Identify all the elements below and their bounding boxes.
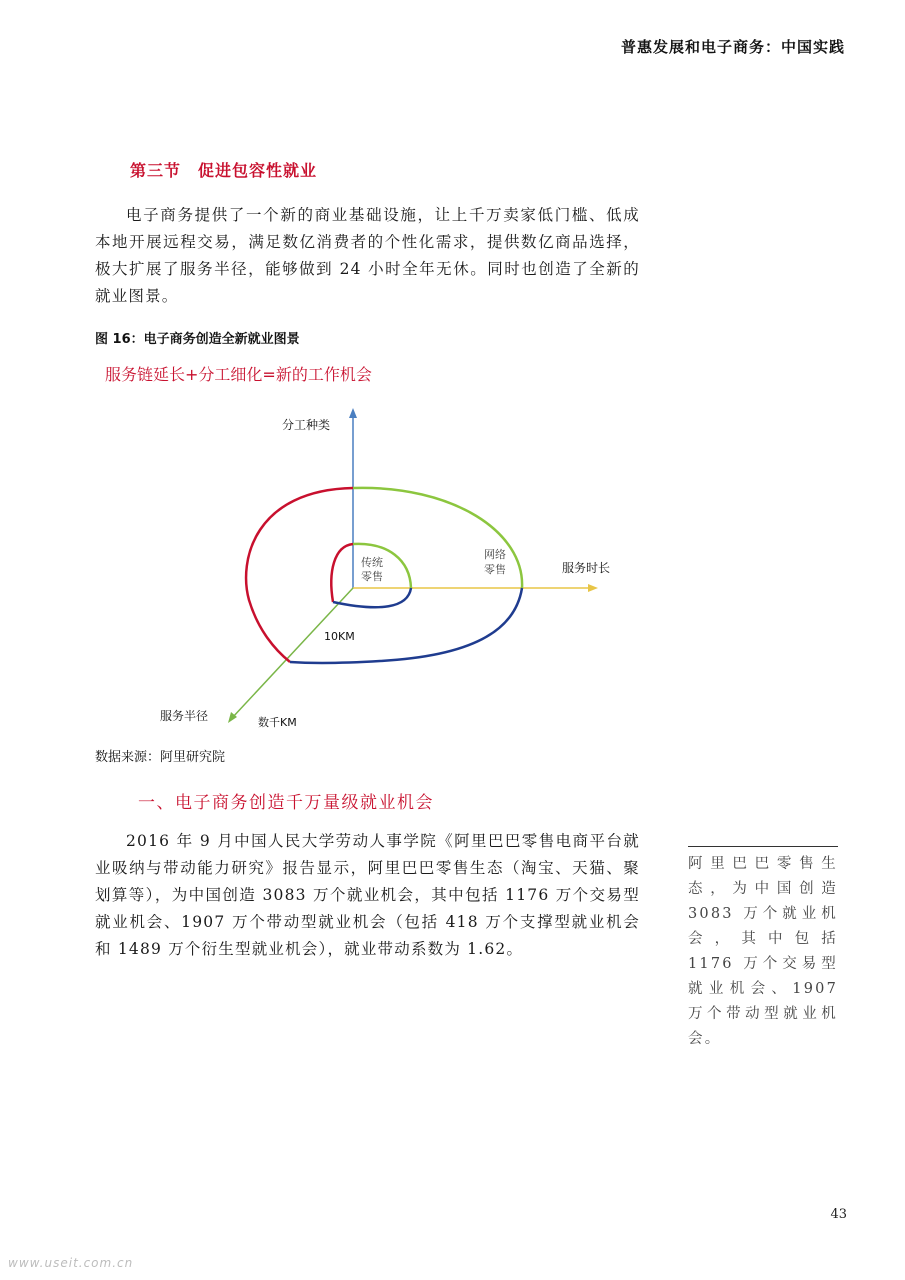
running-header-title: 普惠发展和电子商务：中国实践 <box>620 38 845 56</box>
horizontal-axis-arrow <box>588 584 598 592</box>
sidenote-text: 阿里巴巴零售生态，为中国创造 3083 万个就业机会，其中包括 1176 万个交易型就业机会、1907 万个带动型就业机会。 <box>688 856 838 1047</box>
watermark-text: www.useit.com.cn <box>8 1256 134 1270</box>
outer-scale-label: 数千KM <box>258 716 297 729</box>
outer-region-label-line2: 零售 <box>484 563 506 576</box>
page-number: 43 <box>830 1207 847 1222</box>
body-paragraph-block <box>95 828 640 963</box>
data-source-note: 数据来源：阿里研究院 <box>95 750 226 765</box>
intro-paragraph: 电子商务提供了一个新的商业基础设施，让上千万卖家低门槛、低成本地开展远程交易，满足数亿消费者的个性化需求，提供数亿商品选择，极大扩展了服务半径，能够做到 24 小时全年无休。同时也创造了全新的就业图景。 <box>95 206 640 305</box>
subsection-heading: 一、电子商务创造千万量级就业机会 <box>138 793 434 813</box>
vertical-axis-arrow <box>349 408 357 418</box>
inner-region-label-line1: 传统 <box>361 556 383 569</box>
inner-region-label-line2: 零售 <box>361 570 383 583</box>
figure-caption: 图 16：电子商务创造全新就业图景 <box>95 332 300 347</box>
section-heading: 第三节 促进包容性就业 <box>130 161 318 180</box>
axis-label-vertical: 分工种类 <box>282 418 331 432</box>
inner-scale-label: 10KM <box>324 630 355 643</box>
outer-region-label-line1: 网络 <box>484 548 506 561</box>
figure-subtitle: 服务链延长+分工细化=新的工作机会 <box>105 365 372 384</box>
sidenote-divider <box>688 846 838 847</box>
axis-label-horizontal: 服务时长 <box>562 561 611 575</box>
axis-label-diagonal: 服务半径 <box>160 709 209 723</box>
inner-red-arc <box>331 544 353 602</box>
body-paragraph: 2016 年 9 月中国人民大学劳动人事学院《阿里巴巴零售电商平台就业吸纳与带动能力研究》报告显示，阿里巴巴零售生态（淘宝、天猫、聚划算等），为中国创造 3083 万个就业机会，其中包括 1176 万个交易型就业机会、1907 万个带动型就业机会（包括 418 万个支撑型就业机会和 1489 万个衍生型就业机会），就业带动系数为 1.62。 <box>95 832 640 958</box>
